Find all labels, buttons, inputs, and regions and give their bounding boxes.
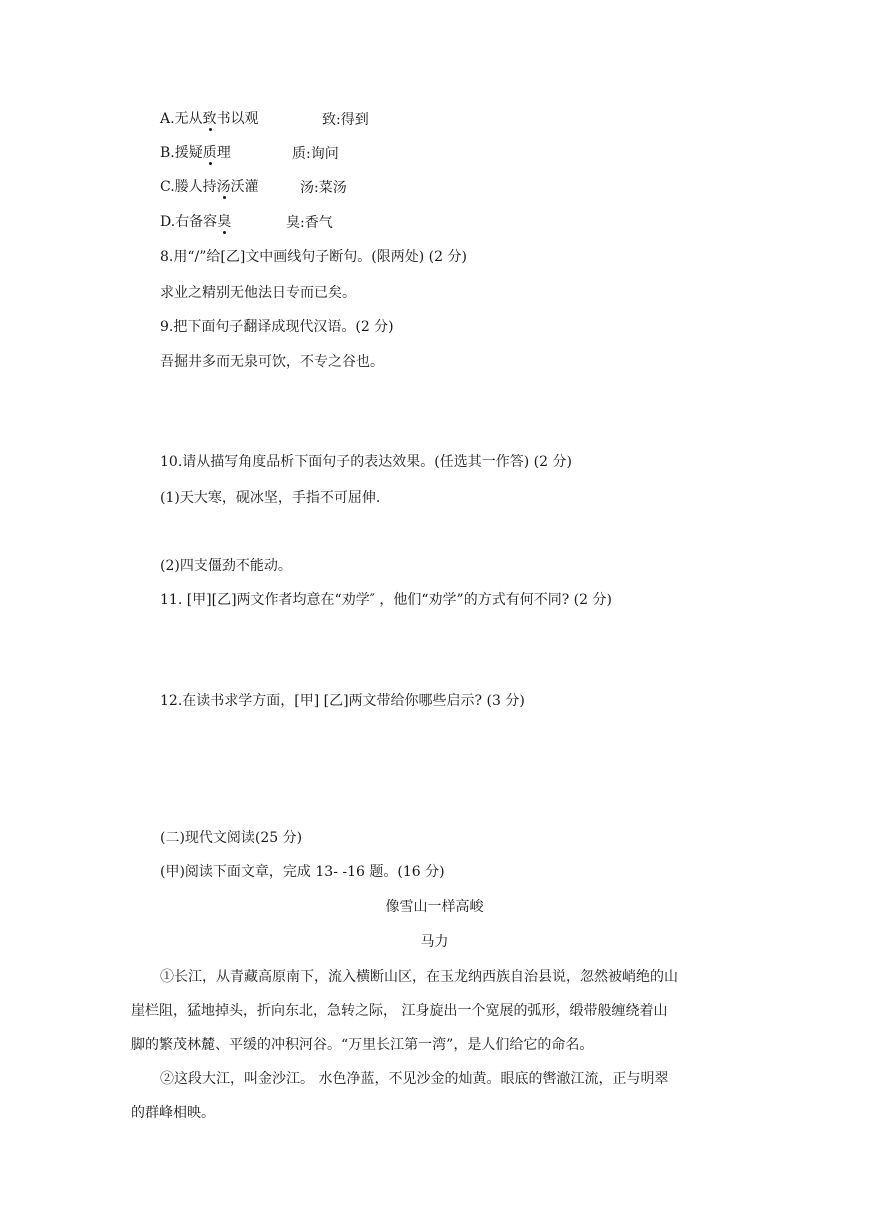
article-title: 像雪山一样高峻 <box>385 899 484 915</box>
option-b-emphasis: 质 <box>202 145 217 161</box>
question-8-prompt: 8.用“/”给[乙]文中画线句子断句。(限两处) (2 分) <box>160 249 467 265</box>
question-9-prompt: 9.把下面句子翻译成现代汉语。(2 分) <box>160 319 394 335</box>
option-b-gloss: 质:询问 <box>292 146 339 162</box>
option-c-text-post: 沃灌 <box>230 179 259 195</box>
section-heading: (二)现代文阅读(25 分) <box>160 830 303 846</box>
paragraph-1-line-2: 崖栏阻，猛地掉头，折向东北，急转之际， 江身旋出一个宽展的弧形，缎带般缠绕着山 <box>131 1003 668 1019</box>
paragraph-1-line-3: 脚的繁茂林麓、平缓的冲积河谷。“万里长江第一湾”，是人们给它的命名。 <box>131 1037 594 1053</box>
question-12-prompt: 12.在读书求学方面，[甲] [乙]两文带给你哪些启示? (3 分) <box>160 693 525 709</box>
paragraph-2-line-2: 的群峰相映。 <box>131 1105 215 1121</box>
question-9-sentence: 吾掘井多而无泉可饮，不专之谷也。 <box>160 354 384 370</box>
option-d-text-pre: D.右备容 <box>160 214 218 230</box>
option-c <box>160 177 259 197</box>
option-a-text-pre: A.无从 <box>160 111 203 127</box>
option-a-text-post: 书以观 <box>216 111 259 127</box>
option-b-text-post: 理 <box>216 145 231 161</box>
paragraph-1-line-1: ①长江，从青藏高原南下，流入横断山区，在玉龙纳西族自治县说，忽然被峭绝的山 <box>160 969 678 985</box>
option-a-emphasis: 致 <box>202 111 217 127</box>
question-11-prompt: 11. [甲][乙]两文作者均意在“劝学″ ，他们“劝学”的方式有何不同? (2 分) <box>160 592 612 608</box>
question-8-sentence: 求业之精别无他法日专而已矣。 <box>160 285 356 301</box>
paragraph-2-line-1: ②这段大江，叫金沙江。 水色净蓝，不见沙金的灿黄。眼底的辔澈江流，正与明翠 <box>160 1071 669 1087</box>
option-c-text-pre: C.媵人持 <box>160 179 217 195</box>
section-instruction: (甲)阅读下面文章，完成 13- -16 题。(16 分) <box>160 864 445 880</box>
question-10-sentence-1: (1)天大寒，砚冰坚，手指不可屈伸. <box>160 490 381 506</box>
option-d-gloss: 臭:香气 <box>286 215 333 231</box>
question-10-sentence-2: (2)四支僵劲不能动。 <box>160 558 292 574</box>
option-d <box>160 212 231 232</box>
option-a-gloss: 致:得到 <box>322 112 369 128</box>
option-c-emphasis: 汤 <box>216 179 231 195</box>
article-author: 马力 <box>420 934 449 950</box>
question-10-prompt: 10.请从描写角度品析下面句子的表达效果。(任选其一作答) (2 分) <box>160 454 572 470</box>
option-c-gloss: 汤:菜汤 <box>300 180 347 196</box>
option-d-emphasis: 臭 <box>217 214 232 230</box>
option-b-text-pre: B.援疑 <box>160 145 203 161</box>
option-b <box>160 143 231 163</box>
option-a <box>160 109 259 129</box>
